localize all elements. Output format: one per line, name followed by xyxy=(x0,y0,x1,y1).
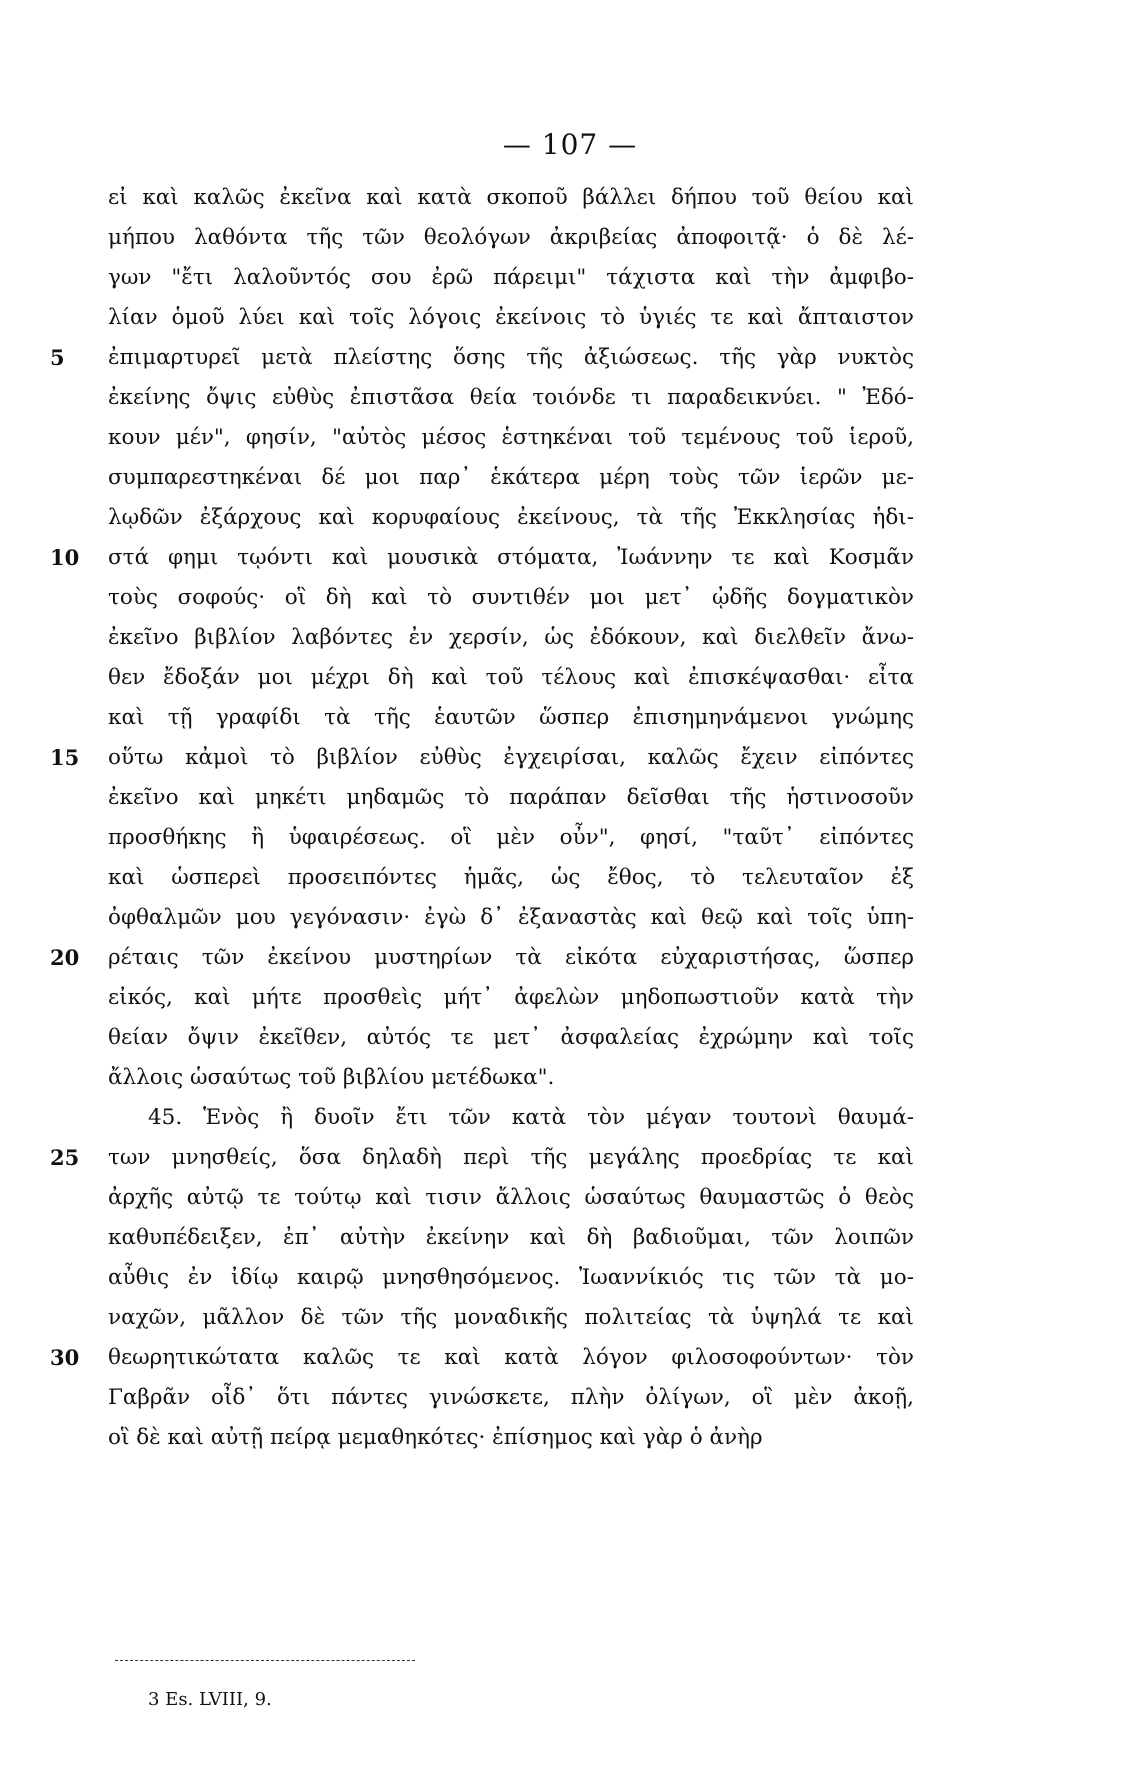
text-line xyxy=(0,1098,1140,1138)
text-line xyxy=(0,1018,1140,1058)
line-number: 10 xyxy=(50,545,80,570)
text-line xyxy=(0,178,1140,218)
text-line xyxy=(0,378,1140,418)
line-text: ἐπιμαρτυρεῖ μετὰ πλείστης ὅσης τῆς ἀξιώσεως. τῆς γὰρ νυκτὸς xyxy=(108,345,914,370)
line-number: 5 xyxy=(50,345,65,370)
line-number: 20 xyxy=(50,945,80,970)
text-line xyxy=(0,338,1140,378)
line-text: στά φημι τῳόντι καὶ μουσικὰ στόματα, Ἰωάννην τε καὶ Κοσμᾶν xyxy=(108,545,914,570)
text-line xyxy=(0,898,1140,938)
line-text: ὀφθαλμῶν μου γεγόνασιν· ἐγὼ δ᾽ ἐξαναστὰς καὶ θεῷ καὶ τοῖς ὑπη- xyxy=(108,905,914,930)
text-line xyxy=(0,618,1140,658)
line-text: θείαν ὄψιν ἐκεῖθεν, αὐτός τε μετ᾽ ἀσφαλείας ἐχρώμην καὶ τοῖς xyxy=(108,1025,914,1050)
text-line xyxy=(0,738,1140,778)
text-line xyxy=(0,1298,1140,1338)
text-line xyxy=(0,1178,1140,1218)
line-text: καθυπέδειξεν, ἐπ᾽ αὐτὴν ἐκείνην καὶ δὴ βαδιοῦμαι, τῶν λοιπῶν xyxy=(108,1225,914,1250)
line-text: λίαν ὁμοῦ λύει καὶ τοῖς λόγοις ἐκείνοις τὸ ὑγιές τε καὶ ἄπταιστον xyxy=(108,305,914,330)
text-line xyxy=(0,1258,1140,1298)
line-text: θεν ἔδοξάν μοι μέχρι δὴ καὶ τοῦ τέλους καὶ ἐπισκέψασθαι· εἶτα xyxy=(108,665,914,690)
line-text: συμπαρεστηκέναι δέ μοι παρ᾽ ἑκάτερα μέρη τοὺς τῶν ἱερῶν με- xyxy=(108,465,914,490)
text-line xyxy=(0,458,1140,498)
line-text: ἀρχῆς αὐτῷ τε τούτῳ καὶ τισιν ἄλλοις ὡσαύτως θαυμαστῶς ὁ θεὸς xyxy=(108,1185,914,1210)
line-text: γων "ἔτι λαλοῦντός σου ἐρῶ πάρειμι" τάχιστα καὶ τὴν ἀμφιβο- xyxy=(108,265,914,290)
line-text: θεωρητικώτατα καλῶς τε καὶ κατὰ λόγον φιλοσοφούντων· τὸν xyxy=(108,1345,914,1370)
line-number: 15 xyxy=(50,745,80,770)
line-text: καὶ ὡσπερεὶ προσειπόντες ἡμᾶς, ὡς ἔθος, τὸ τελευταῖον ἐξ xyxy=(108,865,914,890)
text-line xyxy=(0,1218,1140,1258)
text-line xyxy=(0,1378,1140,1418)
line-text: ἐκεῖνο καὶ μηκέτι μηδαμῶς τὸ παράπαν δεῖσθαι τῆς ἡστινοσοῦν xyxy=(108,785,914,810)
line-text: ἄλλοις ὡσαύτως τοῦ βιβλίου μετέδωκα". xyxy=(108,1065,555,1090)
line-text: ἐκείνης ὄψις εὐθὺς ἐπιστᾶσα θεία τοιόνδε τι παραδεικνύει. " Ἐδό- xyxy=(108,385,914,410)
line-text: μήπου λαθόντα τῆς τῶν θεολόγων ἀκριβείας ἀποφοιτᾷ· ὁ δὲ λέ- xyxy=(108,225,914,250)
text-line xyxy=(0,1058,1140,1098)
line-text: προσθήκης ἢ ὑφαιρέσεως. οἳ μὲν οὖν", φησί, "ταῦτ᾽ εἰπόντες xyxy=(108,825,914,850)
text-line xyxy=(0,538,1140,578)
text-line xyxy=(0,858,1140,898)
line-number: 30 xyxy=(50,1345,80,1370)
line-text: οὕτω κἀμοὶ τὸ βιβλίον εὐθὺς ἐγχειρίσαι, καλῶς ἔχειν εἰπόντες xyxy=(108,745,914,770)
line-number: 25 xyxy=(50,1145,80,1170)
line-text: αὖθις ἐν ἰδίῳ καιρῷ μνησθησόμενος. Ἰωαννίκιός τις τῶν τὰ μο- xyxy=(108,1265,914,1290)
text-line xyxy=(0,298,1140,338)
line-text: ρέταις τῶν ἐκείνου μυστηρίων τὰ εἰκότα εὐχαριστήσας, ὥσπερ xyxy=(108,945,914,970)
text-line xyxy=(0,818,1140,858)
text-line xyxy=(0,1138,1140,1178)
line-text: 45. Ἑνὸς ἢ δυοῖν ἔτι τῶν κατὰ τὸν μέγαν τουτονὶ θαυμά- xyxy=(148,1105,914,1130)
text-line xyxy=(0,218,1140,258)
text-line xyxy=(0,778,1140,818)
text-line xyxy=(0,1418,1140,1458)
text-line xyxy=(0,498,1140,538)
text-line xyxy=(0,978,1140,1018)
line-text: ναχῶν, μᾶλλον δὲ τῶν τῆς μοναδικῆς πολιτείας τὰ ὑψηλά τε καὶ xyxy=(108,1305,914,1330)
footnote-divider xyxy=(115,1660,415,1661)
line-text: καὶ τῇ γραφίδι τὰ τῆς ἑαυτῶν ὥσπερ ἐπισημηνάμενοι γνώμης xyxy=(108,705,914,730)
line-text: οἳ δὲ καὶ αὐτῇ πείρᾳ μεμαθηκότες· ἐπίσημος καὶ γὰρ ὁ ἀνὴρ xyxy=(108,1425,763,1450)
line-text: ἐκεῖνο βιβλίον λαβόντες ἐν χερσίν, ὡς ἐδόκουν, καὶ διελθεῖν ἄνω- xyxy=(108,625,914,650)
text-line xyxy=(0,698,1140,738)
line-text: Γαβρᾶν οἶδ᾽ ὅτι πάντες γινώσκετε, πλὴν ὀλίγων, οἳ μὲν ἀκοῇ, xyxy=(108,1385,914,1410)
line-text: εἰκός, καὶ μήτε προσθεὶς μήτ᾽ ἀφελὼν μηδοπωστιοῦν κατὰ τὴν xyxy=(108,985,914,1010)
line-text: κουν μέν", φησίν, "αὐτὸς μέσος ἑστηκέναι τοῦ τεμένους τοῦ ἱεροῦ, xyxy=(108,425,914,450)
text-line xyxy=(0,938,1140,978)
line-text: τοὺς σοφούς· οἳ δὴ καὶ τὸ συντιθέν μοι μετ᾽ ᾠδῆς δογματικὸν xyxy=(108,585,914,610)
page-number: — 107 — xyxy=(502,128,638,161)
line-text: λῳδῶν ἐξάρχους καὶ κορυφαίους ἐκείνους, τὰ τῆς Ἐκκλησίας ἡδι- xyxy=(108,505,914,530)
text-line xyxy=(0,258,1140,298)
line-text: των μνησθείς, ὅσα δηλαδὴ περὶ τῆς μεγάλης προεδρίας τε καὶ xyxy=(108,1145,914,1170)
text-line xyxy=(0,418,1140,458)
line-text: εἰ καὶ καλῶς ἐκεῖνα καὶ κατὰ σκοποῦ βάλλει δήπου τοῦ θείου καὶ xyxy=(108,185,914,210)
text-line xyxy=(0,658,1140,698)
footnote: 3 Es. LVIII, 9. xyxy=(148,1689,272,1710)
text-line xyxy=(0,578,1140,618)
text-line xyxy=(0,1338,1140,1378)
